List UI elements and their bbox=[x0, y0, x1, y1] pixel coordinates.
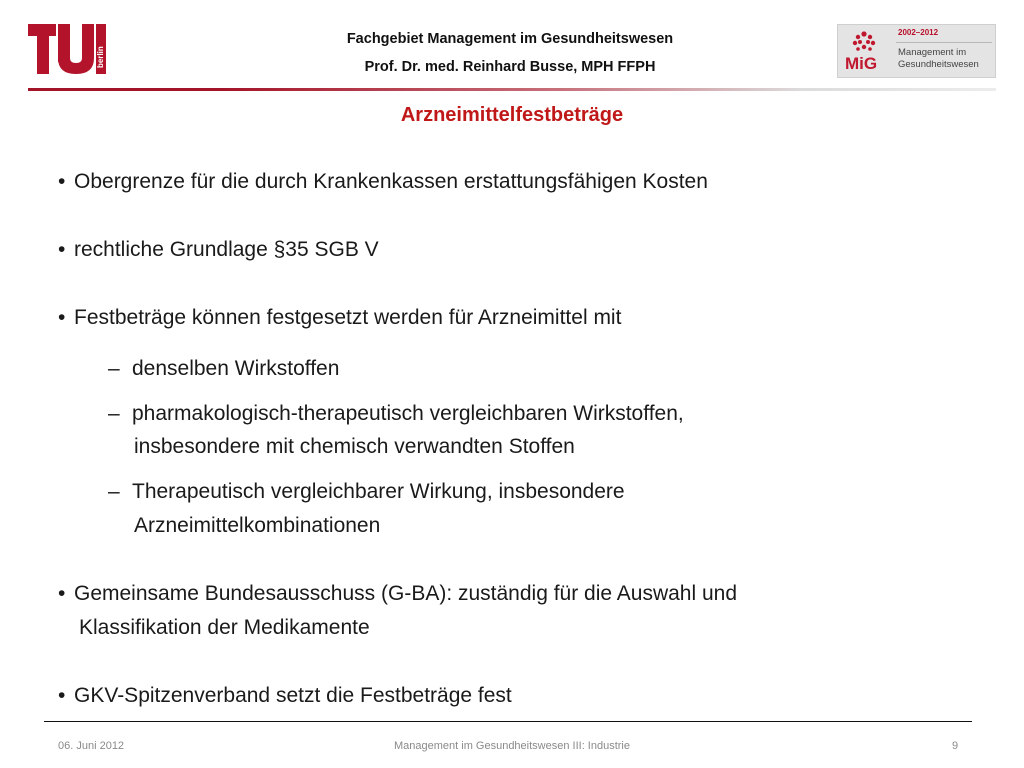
footer-course: Management im Gesundheitswesen III: Industrie bbox=[393, 740, 630, 752]
mig-emblem-icon bbox=[838, 25, 890, 77]
tu-logo-berlin-text: berlin bbox=[96, 46, 105, 68]
tu-berlin-logo bbox=[28, 22, 108, 78]
mig-label-line2: Gesundheitswesen bbox=[898, 59, 979, 70]
footer-page-number: 9 bbox=[952, 740, 959, 752]
header-professor: Prof. Dr. med. Reinhard Busse, MPH FFPH bbox=[364, 59, 656, 75]
header-divider bbox=[28, 88, 996, 91]
bullet-dot: • bbox=[58, 582, 66, 605]
header-department: Fachgebiet Management im Gesundheitswesen bbox=[346, 31, 674, 47]
sub-text-continuation: insbesondere mit chemisch verwandten Stoffen bbox=[134, 435, 575, 458]
mig-wordmark: MiG bbox=[845, 54, 878, 73]
footer-date: 06. Juni 2012 bbox=[58, 740, 125, 752]
mig-divider bbox=[896, 42, 992, 43]
bullet-text: Gemeinsame Bundesausschuss (G-BA): zuständig für die Auswahl und bbox=[74, 582, 738, 605]
mig-label-line1: Management im bbox=[898, 47, 967, 58]
bullet-text: Obergrenze für die durch Krankenkassen erstattungsfähigen Kosten bbox=[74, 170, 708, 193]
sub-text-continuation: Arzneimittelkombinationen bbox=[134, 514, 381, 537]
bullet-dot: • bbox=[58, 170, 66, 193]
bullet-item bbox=[58, 679, 512, 713]
bullet-item bbox=[58, 301, 621, 335]
mig-logo bbox=[837, 24, 996, 78]
bullet-item bbox=[58, 165, 708, 199]
slide-title: Arzneimittelfestbeträge bbox=[400, 104, 624, 126]
mig-years: 2002–2012 bbox=[898, 28, 939, 37]
bullet-text: GKV-Spitzenverband setzt die Festbeträge fest bbox=[74, 684, 512, 707]
mig-text-block bbox=[896, 25, 996, 77]
sub-text: Therapeutisch vergleichbarer Wirkung, insbesondere bbox=[132, 480, 625, 503]
bullet-text-continuation: Klassifikation der Medikamente bbox=[79, 616, 370, 639]
bullet-dot: • bbox=[58, 238, 66, 261]
sub-dash: – bbox=[108, 480, 120, 503]
sub-text: pharmakologisch-therapeutisch vergleichbaren Wirkstoffen, bbox=[132, 402, 684, 425]
bullet-text: Festbeträge können festgesetzt werden für Arzneimittel mit bbox=[74, 306, 622, 329]
sub-text: denselben Wirkstoffen bbox=[132, 357, 340, 380]
sub-dash: – bbox=[108, 402, 120, 425]
footer-divider bbox=[44, 721, 972, 722]
bullet-dot: • bbox=[58, 684, 66, 707]
sub-item bbox=[108, 397, 684, 431]
sub-item bbox=[108, 352, 339, 386]
bullet-item bbox=[58, 577, 737, 611]
sub-item bbox=[108, 475, 625, 509]
bullet-dot: • bbox=[58, 306, 66, 329]
sub-dash: – bbox=[108, 357, 120, 380]
bullet-text: rechtliche Grundlage §35 SGB V bbox=[74, 238, 379, 261]
bullet-item bbox=[58, 233, 379, 267]
